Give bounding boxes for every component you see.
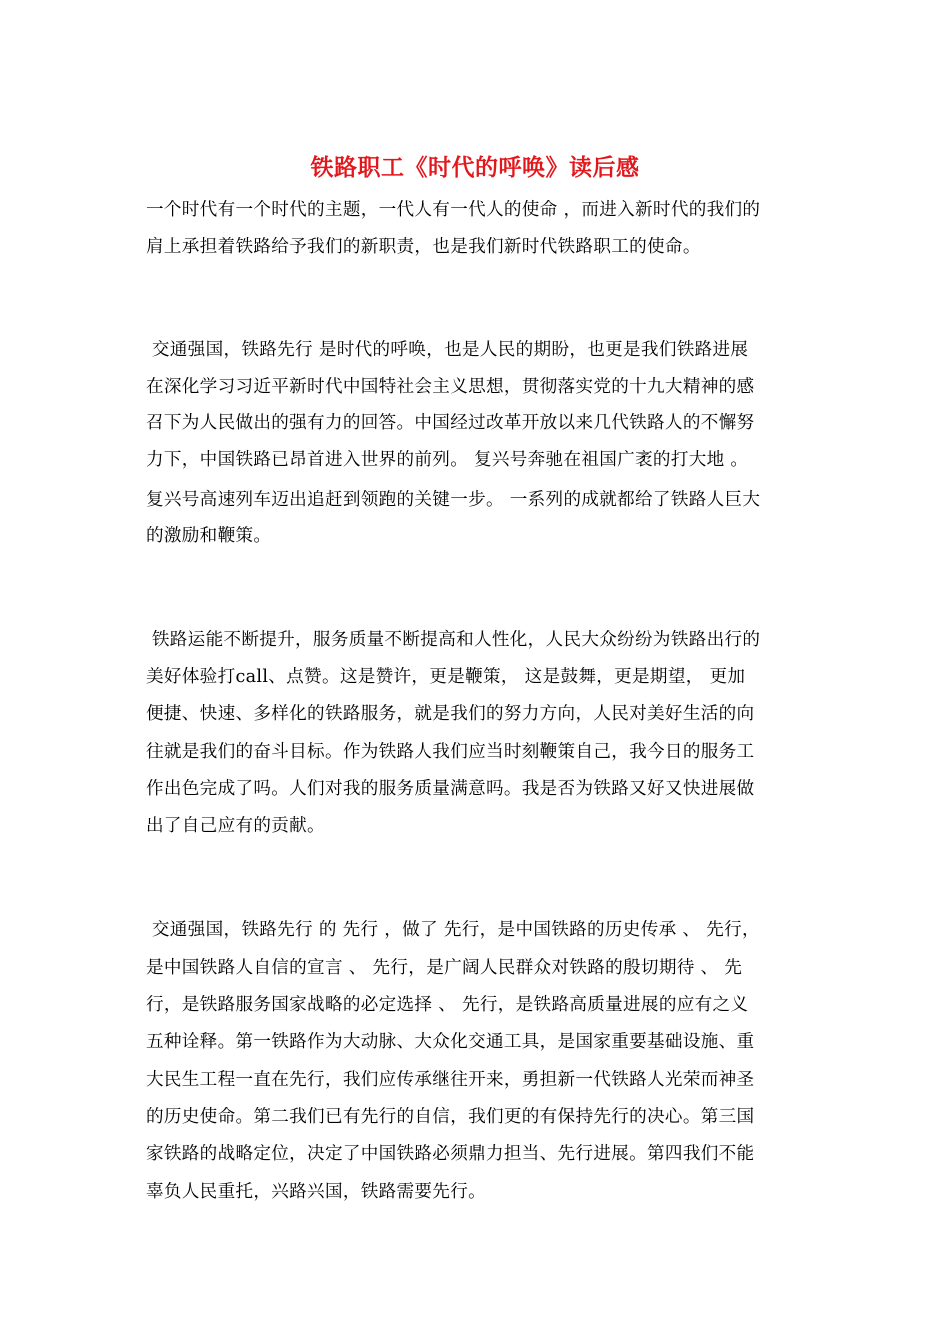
paragraph-line: 一个时代有一个时代的主题，一代人有一代人的使命 ，而进入新时代的我们的	[146, 200, 761, 220]
paragraph-line: 在深化学习习近平新时代中国特社会主义思想，贯彻落实党的十九大精神的感	[146, 377, 755, 397]
paragraph-line: 是中国铁路人自信的宣言 、 先行，是广阔人民群众对铁路的殷切期待 、 先	[146, 958, 743, 978]
paragraph-line: 肩上承担着铁路给予我们的新职责，也是我们新时代铁路职工的使命。	[146, 237, 701, 257]
paragraph-line: 大民生工程一直在先行，我们应传承继往开来，勇担新一代铁路人光荣而神圣	[146, 1070, 755, 1090]
paragraph-line: 出了自己应有的贡献。	[146, 816, 325, 836]
document-title: 铁路职工《时代的呼唤》读后感	[310, 154, 640, 181]
paragraph-line: 行，是铁路服务国家战略的必定选择 、 先行，是铁路高质量进展的应有之义	[146, 995, 749, 1015]
paragraph-line: 美好体验打call、点赞。这是赞许，更是鞭策， 这是鼓舞，更是期望， 更加	[146, 667, 746, 687]
paragraph-line: 五种诠释。第一铁路作为大动脉、大众化交通工具，是国家重要基础设施、重	[146, 1032, 755, 1052]
paragraph-line: 往就是我们的奋斗目标。作为铁路人我们应当时刻鞭策自己，我今日的服务工	[146, 742, 755, 762]
paragraph-line: 家铁路的战略定位，决定了中国铁路必须鼎力担当、先行进展。第四我们不能	[146, 1144, 755, 1164]
paragraph-line: 交通强国，铁路先行 的 先行 ，做了 先行，是中国铁路的历史传承 、 先行，	[146, 920, 760, 940]
paragraph-line: 铁路运能不断提升，服务质量不断提高和人性化，人民大众纷纷为铁路出行的	[146, 630, 761, 650]
paragraph-line: 作出色完成了吗。人们对我的服务质量满意吗。我是否为铁路又好又快进展做	[146, 779, 755, 799]
paragraph-line: 召下为人民做出的强有力的回答。中国经过改革开放以来几代铁路人的不懈努	[146, 413, 755, 433]
paragraph-line: 的历史使命。第二我们已有先行的自信，我们更的有保持先行的决心。第三国	[146, 1107, 755, 1127]
paragraph-line: 交通强国，铁路先行 是时代的呼唤，也是人民的期盼，也更是我们铁路进展	[146, 340, 749, 360]
paragraph-line: 复兴号高速列车迈出追赶到领跑的关键一步。 一系列的成就都给了铁路人巨大	[146, 490, 761, 510]
paragraph-line: 便捷、快速、多样化的铁路服务，就是我们的努力方向，人民对美好生活的向	[146, 704, 755, 724]
paragraph-line: 辜负人民重托，兴路兴国，铁路需要先行。	[146, 1182, 486, 1202]
paragraph-line: 力下，中国铁路已昂首进入世界的前列。 复兴号奔驰在祖国广袤的打大地 。	[146, 450, 749, 470]
paragraph-line: 的激励和鞭策。	[146, 526, 272, 546]
